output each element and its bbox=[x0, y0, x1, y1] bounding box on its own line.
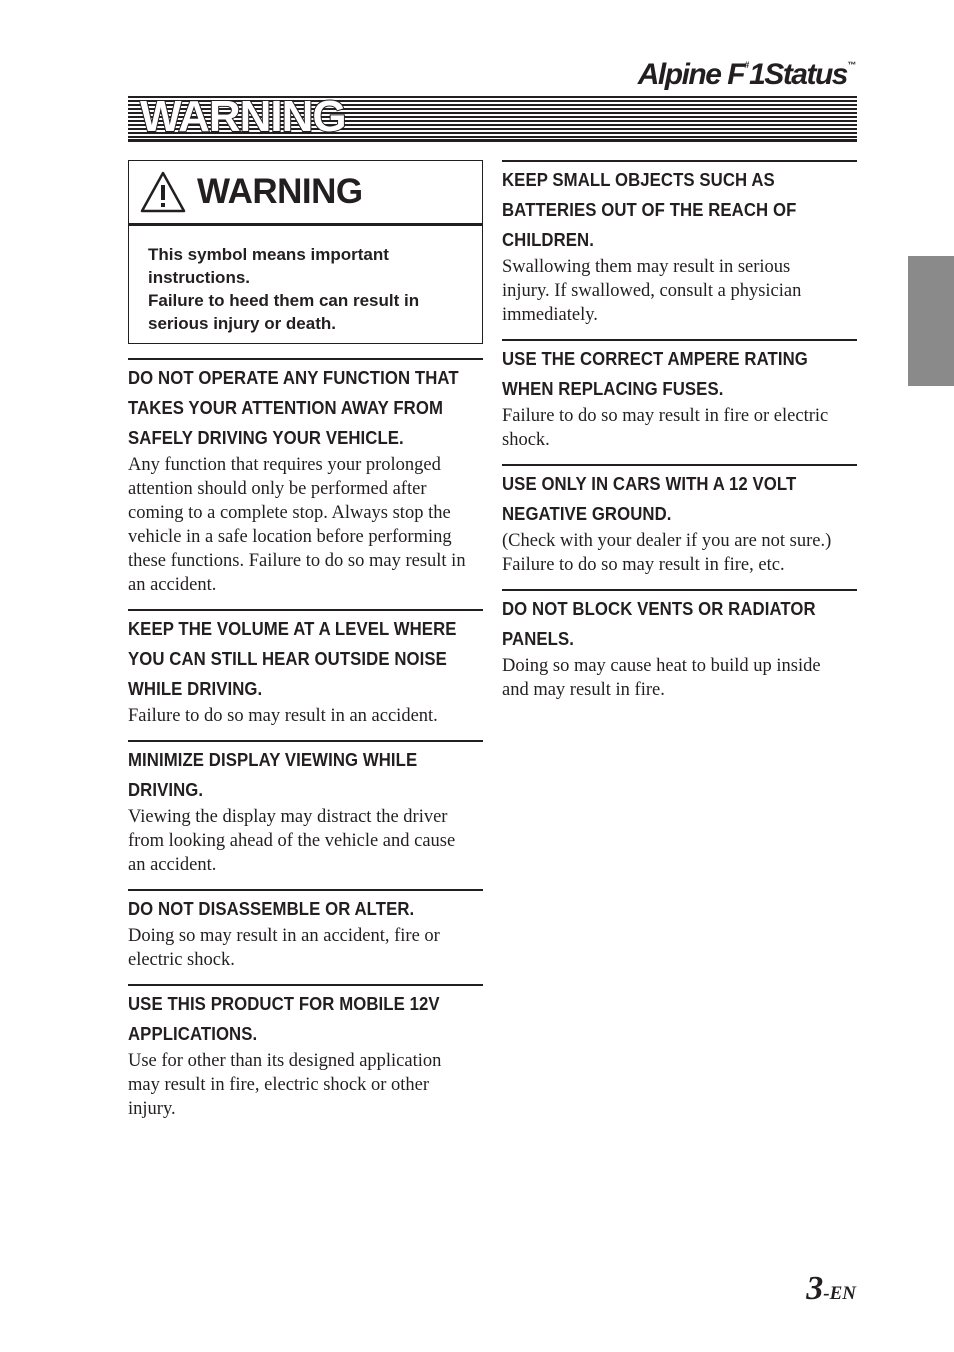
section-body bbox=[128, 1049, 483, 1133]
right-sections bbox=[502, 160, 857, 714]
left-column bbox=[128, 160, 483, 1133]
section-body bbox=[502, 255, 857, 339]
warning-box-line: instructions. bbox=[148, 268, 251, 287]
section-body bbox=[128, 704, 483, 740]
page-number-value: 3 bbox=[806, 1270, 824, 1307]
section-title-line: USE ONLY IN CARS WITH A 12 VOLT bbox=[502, 474, 797, 494]
right-column bbox=[502, 160, 857, 714]
section-title-line: USE THE CORRECT AMPERE RATING bbox=[502, 349, 808, 369]
section-body bbox=[128, 805, 483, 889]
section-body-line: these functions. Failure to do so may result in bbox=[128, 551, 466, 571]
warning-box-title: WARNING bbox=[197, 172, 363, 211]
section-body bbox=[502, 529, 857, 589]
section-body-line: may result in fire, electric shock or other bbox=[128, 1075, 430, 1095]
warning-section bbox=[128, 889, 483, 984]
section-body-line: Failure to do so may result in fire, etc. bbox=[502, 555, 785, 575]
side-tab bbox=[908, 256, 954, 386]
section-body-line: and may result in fire. bbox=[502, 680, 665, 700]
section-title bbox=[128, 360, 481, 453]
warning-banner bbox=[128, 92, 857, 142]
section-title bbox=[128, 611, 481, 704]
left-sections bbox=[128, 358, 483, 1133]
section-title-line: YOU CAN STILL HEAR OUTSIDE NOISE bbox=[128, 649, 447, 669]
warning-box bbox=[128, 160, 483, 344]
section-body bbox=[502, 404, 857, 464]
section-body-line: Viewing the display may distract the driver bbox=[128, 807, 448, 827]
warning-section bbox=[128, 358, 483, 609]
section-title-line: APPLICATIONS. bbox=[128, 1024, 258, 1044]
section-body-line: Use for other than its designed application bbox=[128, 1051, 442, 1071]
section-title bbox=[128, 986, 481, 1049]
section-body-line: Doing so may result in an accident, fire or bbox=[128, 926, 440, 946]
section-title-line: CHILDREN. bbox=[502, 230, 594, 250]
section-body-line: an accident. bbox=[128, 855, 217, 875]
section-body-line: Any function that requires your prolonged bbox=[128, 455, 441, 475]
warning-box-line: serious injury or death. bbox=[148, 314, 336, 333]
warning-box-line: Failure to heed them can result in bbox=[148, 291, 420, 310]
warning-section bbox=[128, 984, 483, 1133]
section-title-line: DO NOT DISASSEMBLE OR ALTER. bbox=[128, 899, 415, 919]
section-title-line: SAFELY DRIVING YOUR VEHICLE. bbox=[128, 428, 404, 448]
page-number bbox=[806, 1270, 856, 1308]
section-title-line: NEGATIVE GROUND. bbox=[502, 504, 672, 524]
section-body-line: an accident. bbox=[128, 575, 217, 595]
section-title bbox=[502, 591, 855, 654]
section-title bbox=[502, 466, 855, 529]
banner-title: WARNING bbox=[140, 92, 346, 141]
section-title-line: WHEN REPLACING FUSES. bbox=[502, 379, 724, 399]
section-body-line: electric shock. bbox=[128, 950, 235, 970]
section-title-line: DO NOT OPERATE ANY FUNCTION THAT bbox=[128, 368, 459, 388]
section-body-line: injury. If swallowed, consult a physician bbox=[502, 281, 802, 301]
section-title-line: DO NOT BLOCK VENTS OR RADIATOR bbox=[502, 599, 816, 619]
section-body-line: coming to a complete stop. Always stop the bbox=[128, 503, 451, 523]
section-title-line: KEEP THE VOLUME AT A LEVEL WHERE bbox=[128, 619, 457, 639]
warning-box-header bbox=[129, 161, 482, 226]
section-body-line: attention should only be performed after bbox=[128, 479, 427, 499]
section-body-line: immediately. bbox=[502, 305, 598, 325]
warning-section bbox=[502, 464, 857, 589]
section-body-line: from looking ahead of the vehicle and cause bbox=[128, 831, 456, 851]
section-title-line: WHILE DRIVING. bbox=[128, 679, 263, 699]
warning-section bbox=[128, 609, 483, 740]
section-body-line: shock. bbox=[502, 430, 550, 450]
section-body bbox=[128, 453, 483, 609]
section-title-line: DRIVING. bbox=[128, 780, 204, 800]
warning-section bbox=[502, 160, 857, 339]
warning-box-text bbox=[129, 226, 482, 343]
section-title-line: USE THIS PRODUCT FOR MOBILE 12V bbox=[128, 994, 440, 1014]
section-body bbox=[502, 654, 857, 714]
warning-section bbox=[128, 740, 483, 889]
warning-triangle-icon bbox=[139, 170, 187, 214]
section-body-line: injury. bbox=[128, 1099, 176, 1119]
section-body-line: Swallowing them may result in serious bbox=[502, 257, 791, 277]
section-body-line: (Check with your dealer if you are not sure.) bbox=[502, 531, 832, 551]
section-body-line: Failure to do so may result in fire or electric bbox=[502, 406, 829, 426]
section-title bbox=[128, 742, 481, 805]
section-body-line: Doing so may cause heat to build up inside bbox=[502, 656, 821, 676]
section-title-line: PANELS. bbox=[502, 629, 574, 649]
section-title-line: MINIMIZE DISPLAY VIEWING WHILE bbox=[128, 750, 418, 770]
section-body-line: Failure to do so may result in an accident. bbox=[128, 706, 438, 726]
section-title bbox=[502, 341, 855, 404]
section-title bbox=[128, 891, 481, 924]
section-title-line: TAKES YOUR ATTENTION AWAY FROM bbox=[128, 398, 443, 418]
section-body bbox=[128, 924, 483, 984]
warning-section bbox=[502, 589, 857, 714]
brand-logo: Alpine F#1Status™ bbox=[637, 58, 856, 91]
section-title-line: BATTERIES OUT OF THE REACH OF bbox=[502, 200, 797, 220]
warning-section bbox=[502, 339, 857, 464]
section-title bbox=[502, 162, 855, 255]
section-body-line: vehicle in a safe location before performing bbox=[128, 527, 452, 547]
section-title-line: KEEP SMALL OBJECTS SUCH AS bbox=[502, 170, 775, 190]
page-number-suffix: -EN bbox=[823, 1283, 856, 1304]
warning-box-line: This symbol means important bbox=[148, 245, 389, 264]
